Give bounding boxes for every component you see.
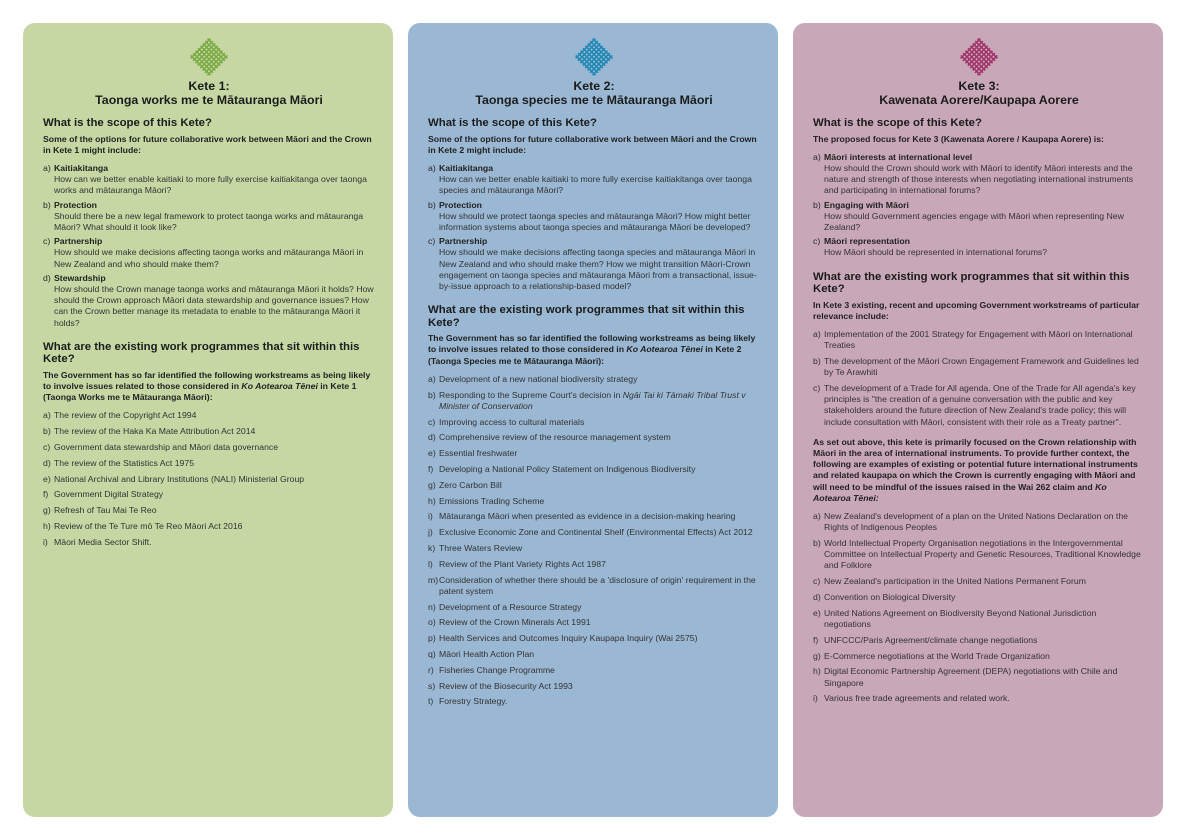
option-title: Māori representation — [824, 236, 910, 247]
work-heading: What are the existing work programmes that sit within this Kete? — [813, 270, 1130, 296]
woven-kete-icon — [959, 37, 999, 77]
option-body: Should there be a new legal framework to protect taonga works and mātauranga Māori? What should it look like? — [54, 210, 364, 232]
list-item — [428, 464, 760, 475]
item-text: in Kete 1 (Taonga Works me te Mātauranga Māori): — [43, 380, 357, 403]
kete-3-panel — [793, 23, 1163, 817]
list-item — [813, 666, 1145, 688]
scope-intro: Some of the options for future collaborative work between Māori and the Crown in Kete 1 might include: — [43, 133, 372, 155]
list-item — [43, 410, 375, 421]
list-item — [43, 537, 375, 548]
item-text: UNFCCC/Paris Agreement/climate change negotiations — [824, 634, 1038, 645]
item-text: The review of the Copyright Act 1994 — [54, 410, 197, 421]
item-letter: g) — [428, 479, 436, 490]
item-letter: r) — [428, 664, 434, 675]
list-item — [428, 448, 760, 459]
work-intro — [43, 370, 375, 404]
option-title: Kaitiakitanga — [54, 162, 109, 173]
item-text: Review of the Biosecurity Act 1993 — [439, 680, 573, 691]
item-text: Zero Carbon Bill — [439, 479, 502, 490]
item-letter: a) — [428, 373, 436, 384]
scope-option — [813, 200, 1145, 234]
item-letter: b) — [813, 355, 821, 366]
item-letter: d) — [813, 591, 821, 602]
option-body: How should the Crown manage taonga works and mātauranga Māori it holds? How should the Crown approach Māori data stewardship and governance issues? How can the Crown better manage its metadata to enable to the mātauranga Māori it holds? — [54, 283, 374, 328]
item-letter: g) — [43, 505, 51, 516]
workstream-list — [428, 374, 760, 708]
kete-number: Kete 1: — [188, 79, 230, 93]
item-letter: a) — [43, 410, 51, 421]
option-letter: a) — [813, 151, 821, 162]
list-item — [813, 608, 1145, 630]
item-text: National Archival and Library Institutions (NALI) Ministerial Group — [54, 473, 305, 484]
list-item — [813, 538, 1145, 572]
scope-option — [428, 200, 760, 234]
work-intro — [428, 333, 760, 367]
item-letter: b) — [813, 537, 821, 548]
item-letter: d) — [428, 432, 436, 443]
item-text: Three Waters Review — [439, 542, 523, 553]
item-text: Development of a new national biodiversity strategy — [439, 373, 638, 384]
list-item — [428, 432, 760, 443]
woven-kete-icon — [189, 37, 229, 77]
item-letter: c) — [43, 441, 51, 452]
item-text: Government Digital Strategy — [54, 489, 164, 500]
item-text: Development of a Resource Strategy — [439, 601, 582, 612]
item-letter: a) — [813, 510, 821, 521]
item-letter: s) — [428, 680, 436, 691]
option-letter: c) — [813, 236, 821, 247]
kete-number: Kete 2: — [573, 79, 615, 93]
item-letter: a) — [813, 328, 821, 339]
option-body: How Māori should be represented in international forums? — [824, 247, 1048, 258]
option-body: How should Government agencies engage with Māori when representing New Zealand? — [824, 210, 1124, 232]
scope-option — [813, 152, 1145, 197]
item-letter: l) — [428, 558, 433, 569]
kete-1-panel — [23, 23, 393, 817]
item-text: The development of the Māori Crown Engagement Framework and Guidelines led by Te Arawhiti — [824, 355, 1139, 378]
list-item — [813, 635, 1145, 646]
workstream-list — [43, 410, 375, 548]
option-body: How should we make decisions affecting taonga species and mātauranga Māori in New Zealand and who should make them? How we might transition Māori-Crown engagement on taonga species and mātauranga Māori from a transactional, issue-by-issue approach to a relationship-based model? — [439, 247, 757, 291]
option-body: How can we better enable kaitiaki to more fully exercise kaitiakitanga over taonga species and mātauranga Māori? — [439, 174, 752, 196]
list-item — [428, 559, 760, 570]
list-item — [43, 474, 375, 485]
list-item — [813, 651, 1145, 662]
item-letter: o) — [428, 617, 436, 628]
list-item — [428, 681, 760, 692]
item-letter: h) — [43, 520, 51, 531]
item-letter: e) — [813, 607, 821, 618]
item-emphasis: Ko Aotearoa Tēnei: — [813, 481, 1107, 503]
item-text: Various free trade agreements and related work. — [824, 693, 1010, 704]
kete-number: Kete 3: — [958, 79, 1000, 93]
list-item — [428, 417, 760, 428]
list-item — [428, 374, 760, 385]
item-text: in Kete 2 (Taonga Species me te Mātauranga Māori): — [428, 344, 742, 366]
option-letter: c) — [428, 236, 436, 247]
option-letter: b) — [428, 199, 436, 210]
panel-title — [43, 79, 375, 107]
option-letter: b) — [43, 199, 51, 210]
item-text: Health Services and Outcomes Inquiry Kaupapa Inquiry (Wai 2575) — [439, 633, 698, 644]
item-text: Essential freshwater — [439, 448, 518, 459]
item-letter: q) — [428, 648, 436, 659]
item-letter: e) — [428, 448, 436, 459]
item-text: Responding to the Supreme Court's decision in — [439, 389, 623, 400]
list-item — [813, 329, 1145, 351]
item-text: United Nations Agreement on Biodiversity Beyond National Jurisdiction negotiations — [824, 607, 1097, 629]
workstream-list — [813, 329, 1145, 428]
item-letter: f) — [428, 463, 434, 474]
item-text: Refresh of Tau Mai Te Reo — [54, 505, 157, 516]
item-letter: b) — [43, 426, 51, 437]
item-letter: m) — [428, 574, 439, 585]
list-item — [428, 649, 760, 660]
item-letter: g) — [813, 650, 821, 661]
kete-name: Taonga species me te Mātauranga Māori — [475, 93, 713, 107]
option-letter: c) — [43, 236, 51, 247]
item-text: Consideration of whether there should be a 'disclosure of origin' requirement in the patent system — [439, 574, 756, 596]
item-text: Review of the Te Ture mō Te Reo Māori Act 2016 — [54, 520, 243, 531]
item-letter: p) — [428, 633, 436, 644]
list-item — [43, 521, 375, 532]
scope-heading: What is the scope of this Kete? — [813, 117, 982, 129]
list-item — [428, 543, 760, 554]
list-item — [428, 496, 760, 507]
list-item — [43, 489, 375, 500]
scope-heading: What is the scope of this Kete? — [428, 117, 597, 129]
item-letter: c) — [428, 416, 436, 427]
item-text: World Intellectual Property Organisation negotiations in the Intergovernmental Committee on Intellectual Property and Genetic Resources, Traditional Knowledge and Folklore — [824, 537, 1141, 571]
panel-title — [813, 79, 1145, 107]
item-emphasis: Ngāi Tai ki Tāmaki Tribal Trust v Minister of Conservation — [439, 389, 746, 411]
option-title: Protection — [54, 199, 97, 210]
item-text: The Government has so far identified the following workstreams as being likely to involve issues related to those considered in — [428, 333, 756, 355]
item-text: The review of the Statistics Act 1975 — [54, 457, 195, 468]
work-intro — [813, 300, 1145, 322]
work-heading: What are the existing work programmes that sit within this Kete? — [428, 304, 745, 329]
item-text: Exclusive Economic Zone and Continental Shelf (Environmental Effects) Act 2012 — [439, 527, 753, 538]
list-item — [813, 693, 1145, 704]
list-item — [43, 442, 375, 453]
option-title: Protection — [439, 199, 482, 210]
item-text: The development of a Trade for All agenda. One of the Trade for All agenda's key principles is "the creation of a genuine conversation with the public and key stakeholders around the future direction of New Zealand's trade policy; this will include consultation with Māori, consistent with their role as a Treaty partner". — [824, 382, 1136, 427]
option-title: Kaitiakitanga — [439, 162, 494, 173]
item-text: The Government has so far identified the following workstreams as being likely to involve issues related to those considered in — [43, 369, 371, 391]
item-text: Government data stewardship and Māori data governance — [54, 441, 279, 452]
scope-intro: The proposed focus for Kete 3 (Kawenata Aorere / Kaupapa Aorere) is: — [813, 133, 1104, 144]
item-letter: k) — [428, 542, 436, 553]
item-letter: e) — [43, 473, 51, 484]
kete-2-panel — [408, 23, 778, 817]
option-title: Stewardship — [54, 272, 106, 283]
list-item — [428, 633, 760, 644]
item-letter: h) — [428, 495, 436, 506]
item-text: In Kete 3 existing, recent and upcoming Government workstreams of particular relevance include: — [813, 299, 1140, 321]
option-letter: a) — [43, 162, 51, 173]
option-body: How can we better enable kaitiaki to more fully exercise kaitiakitanga over taonga works and mātauranga Māori? — [54, 174, 367, 196]
item-letter: t) — [428, 696, 434, 707]
item-text: Comprehensive review of the resource management system — [439, 432, 671, 443]
option-letter: b) — [813, 199, 821, 210]
item-letter: f) — [43, 489, 49, 500]
item-text: The review of the Haka Ka Mate Attribution Act 2014 — [54, 426, 256, 437]
item-text: Forestry Strategy. — [439, 696, 508, 707]
list-item — [813, 592, 1145, 603]
item-text: Mātauranga Māori when presented as evidence in a decision-making hearing — [439, 511, 736, 522]
list-item — [428, 617, 760, 628]
item-text: Māori Media Sector Shift. — [54, 536, 152, 547]
item-letter: c) — [813, 576, 821, 587]
list-item — [428, 602, 760, 613]
item-text: Digital Economic Partnership Agreement (DEPA) negotiations with Chile and Singapore — [824, 666, 1118, 688]
list-item — [428, 696, 760, 707]
list-item — [43, 505, 375, 516]
list-item — [43, 426, 375, 437]
item-text: Convention on Biological Diversity — [824, 591, 956, 602]
option-title: Partnership — [54, 236, 103, 247]
item-letter: i) — [43, 536, 48, 547]
list-item — [43, 458, 375, 469]
option-body: How should we make decisions affecting taonga works and mātauranga Māori in New Zealand and who should make them? — [54, 247, 364, 269]
list-item — [428, 480, 760, 491]
item-text: Fisheries Change Programme — [439, 664, 555, 675]
work-heading: What are the existing work programmes that sit within this Kete? — [43, 340, 360, 366]
list-item — [813, 356, 1145, 378]
item-emphasis: Ko Aotearoa Tēnei — [626, 344, 703, 355]
item-text: Māori Health Action Plan — [439, 648, 535, 659]
item-text: Review of the Crown Minerals Act 1991 — [439, 617, 591, 628]
item-letter: d) — [43, 457, 51, 468]
international-instruments-list — [813, 511, 1145, 705]
option-body: How should the Crown should work with Māori to identify Māori interests and the nature and strength of those interests when negotiating international instruments and participating in international forums? — [824, 162, 1134, 196]
list-item — [428, 575, 760, 597]
kete-name: Taonga works me te Mātauranga Māori — [95, 93, 323, 107]
scope-option — [428, 163, 760, 197]
kete-name: Kawenata Aorere/Kaupapa Aorere — [879, 93, 1079, 107]
list-item — [428, 527, 760, 538]
item-text: New Zealand's development of a plan on the United Nations Declaration on the Rights of Indigenous Peoples — [824, 510, 1128, 533]
item-letter: c) — [813, 382, 821, 393]
list-item — [813, 383, 1145, 428]
list-item — [428, 390, 760, 412]
scope-option — [43, 200, 375, 234]
item-text: Implementation of the 2001 Strategy for Engagement with Māori on International Treaties — [824, 328, 1133, 351]
scope-heading: What is the scope of this Kete? — [43, 117, 212, 129]
scope-option — [43, 236, 375, 270]
item-letter: i) — [813, 693, 818, 704]
scope-option — [428, 236, 760, 292]
item-letter: n) — [428, 601, 436, 612]
list-item — [813, 576, 1145, 587]
option-letter: a) — [428, 162, 436, 173]
list-item — [813, 511, 1145, 533]
scope-option — [43, 163, 375, 197]
item-text: As set out above, this kete is primarily focused on the Crown relationship with Māori in the area of international instruments. To provide further context, the following are examples of existing or potential future international instruments and related kaupapa on which the Crown is currently engaging with Māori and will need to be mindful of the issues raised in the Wai 262 claim and — [813, 436, 1138, 492]
option-title: Māori interests at international level — [824, 151, 973, 162]
woven-kete-icon — [574, 37, 614, 77]
scope-intro: Some of the options for future collaborative work between Māori and the Crown in Kete 2 might include: — [428, 133, 757, 155]
item-text: Developing a National Policy Statement on Indigenous Biodiversity — [439, 463, 696, 474]
list-item — [428, 665, 760, 676]
scope-option — [43, 273, 375, 329]
option-title: Partnership — [439, 236, 488, 247]
item-letter: b) — [428, 389, 436, 400]
item-letter: i) — [428, 511, 433, 522]
item-text: Emissions Trading Scheme — [439, 495, 545, 506]
panel-title — [428, 79, 760, 107]
item-emphasis: Ko Aotearoa Tēnei — [241, 380, 318, 391]
item-letter: f) — [813, 634, 819, 645]
option-body: How should we protect taonga species and mātauranga Māori? How might better information systems about taonga species and mātauranga Māori be developed? — [439, 210, 751, 232]
item-text: E-Commerce negotiations at the World Trade Organization — [824, 650, 1050, 661]
item-text: Review of the Plant Variety Rights Act 1987 — [439, 558, 606, 569]
item-text: New Zealand's participation in the United Nations Permanent Forum — [824, 576, 1086, 587]
item-text: Improving access to cultural materials — [439, 416, 585, 427]
item-letter: j) — [428, 527, 433, 538]
extra-intro — [813, 437, 1145, 504]
item-letter: h) — [813, 666, 821, 677]
option-letter: d) — [43, 272, 51, 283]
option-title: Engaging with Māori — [824, 199, 909, 210]
list-item — [428, 511, 760, 522]
scope-option — [813, 236, 1145, 258]
